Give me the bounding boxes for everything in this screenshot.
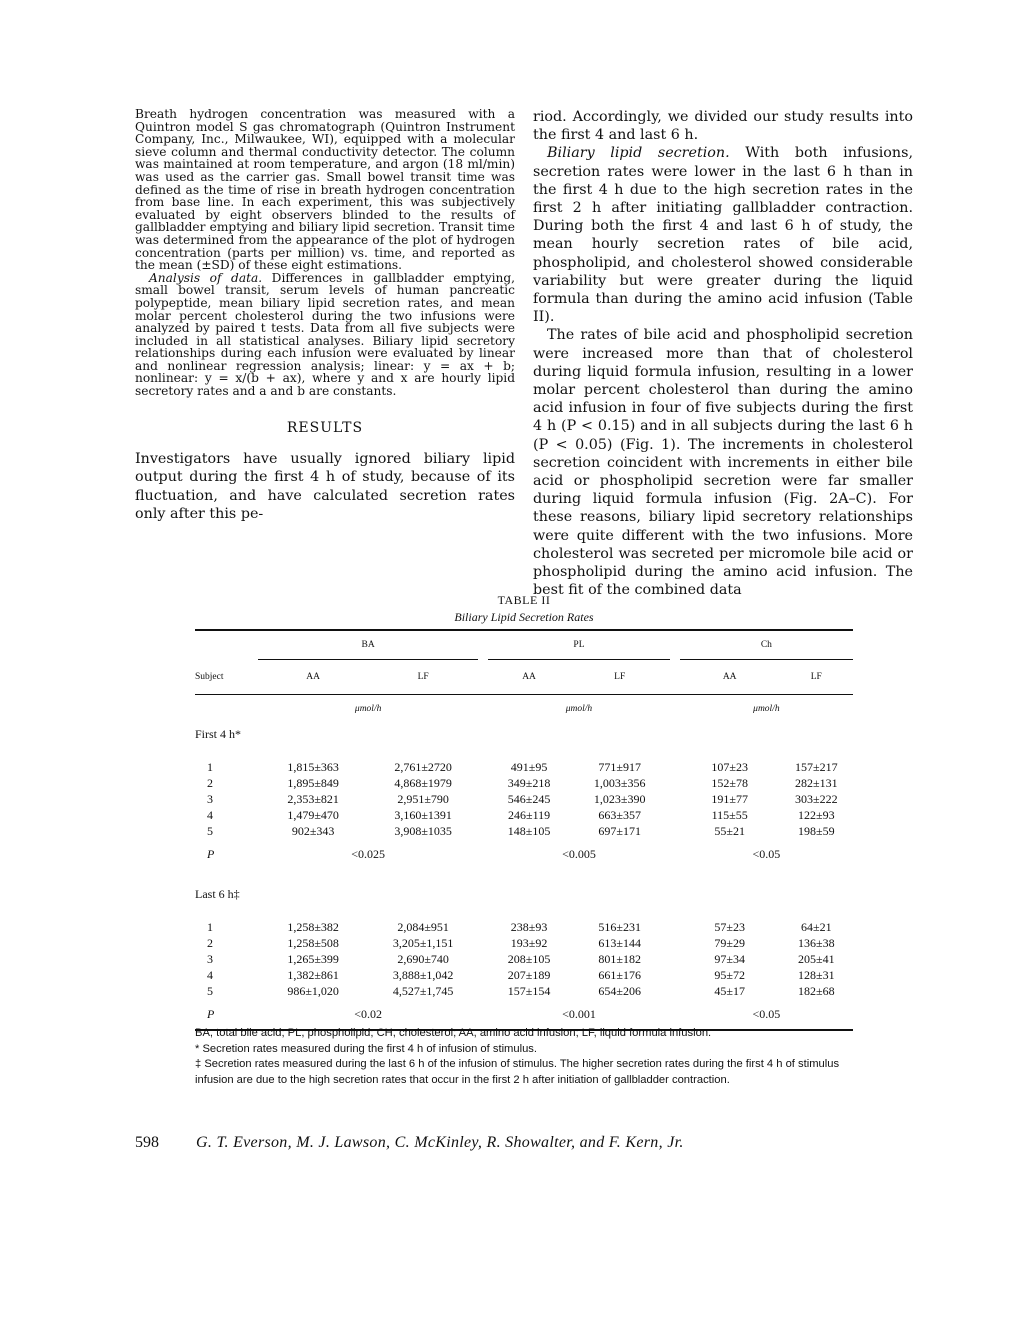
table-cell: 1,003±356 [593,775,646,790]
table-cell: 2,084±951 [397,919,449,934]
p-label: P [195,999,258,1030]
table-row [195,775,853,791]
table-sub-header [195,660,853,695]
table-cell: 136±38 [798,935,835,950]
p-value: <0.02 [258,999,478,1030]
subject-cell: 5 [207,983,213,998]
table-cell: 208±105 [507,951,551,966]
table-cell: 3,908±1035 [394,823,452,838]
table-cell: 246±119 [507,807,551,822]
table-cell: 4,868±1979 [394,775,452,790]
table-cell: 801±182 [598,951,641,966]
p-value: <0.05 [680,999,853,1030]
subject-cell: 1 [207,759,213,774]
unit-label: μmol/h [354,704,382,714]
right-column [533,108,913,599]
page-number: 598 [135,1134,159,1151]
body-paragraph [135,272,515,398]
subject-cell: 4 [207,807,213,822]
table-group-header [195,630,853,660]
unit-label: μmol/h [565,704,593,714]
table-cell: 1,382±861 [287,967,339,982]
section-row [195,723,853,745]
table-cell: 1,895±849 [287,775,339,790]
table-row [195,791,853,807]
body-paragraph [533,144,913,326]
group-header-ba: BA [258,630,478,660]
left-column [135,108,515,523]
table-cell: 546±245 [507,791,551,806]
table-row [195,967,853,983]
col-header: AA [522,672,536,682]
table-cell: 115±55 [711,807,748,822]
subject-cell: 3 [207,951,213,966]
table-cell: 3,205±1,151 [392,935,454,950]
table-cell: 152±78 [711,775,748,790]
running-footer-authors: G. T. Everson, M. J. Lawson, C. McKinley, R. Showalter, and F. Kern, Jr. [196,1134,684,1151]
table-cell: 2,951±790 [397,791,449,806]
table-cell: 57±23 [714,919,745,934]
run-in-heading: Analysis of data. [149,270,263,285]
subject-cell: 2 [207,935,213,950]
col-header: LF [614,672,626,682]
table-cell: 349±218 [507,775,551,790]
table-cell: 55±21 [714,823,745,838]
table-cell: 3,888±1,042 [392,967,454,982]
section-heading: RESULTS [286,419,364,436]
table-cell: 193±92 [510,935,548,950]
table-cell: 64±21 [801,919,832,934]
subject-cell: 4 [207,967,213,982]
table-cell: 1,815±363 [287,759,339,774]
p-value: <0.025 [351,846,386,861]
table-cell: 771±917 [598,759,641,774]
col-header: LF [417,672,429,682]
table-cell: 148±105 [507,823,551,838]
table-cell: 97±34 [714,951,745,966]
table-cell: 157±217 [795,759,838,774]
unit-label: μmol/h [753,704,780,714]
table-cell: 1,023±390 [593,791,646,806]
group-header-pl: PL [488,630,669,660]
table-cell: 282±131 [795,775,838,790]
table-cell: 2,353±821 [287,791,339,806]
table-cell: 157±154 [507,983,551,998]
table-cell: 491±95 [510,759,548,774]
table-block [195,593,853,1031]
table-cell: 986±1,020 [287,983,339,998]
section-row [195,883,853,905]
subject-cell: 1 [207,919,213,934]
table-cell: 122±93 [798,807,835,822]
table-footnotes [195,1026,855,1088]
table-cell: 1,479±470 [287,807,339,822]
p-label: P [207,846,215,861]
table-cell: 697±171 [598,823,641,838]
secretion-rates-table [195,629,853,1031]
subject-header: Subject [195,671,224,682]
table-cell: 613±144 [598,935,641,950]
table-row [195,759,853,775]
table-cell: 205±41 [798,951,835,966]
table-cell: 661±176 [598,967,641,982]
p-value: <0.05 [752,846,781,861]
footnote-abbreviations: BA, total bile acid; PL, phospholipid; CH, cholesterol; AA, amino acid infusion; LF, liquid formula infusion. [195,1027,712,1039]
col-header: LF [810,672,822,682]
table-cell: 902±343 [291,823,335,838]
paragraph-text: Differences in gallbladder emptying, small bowel transit, serum levels of human pancreatic polypeptide, mean biliary lipid secretion rates, and mean molar percent cholesterol during the two infusions were analyzed by paired t tests. Data from all five subjects were included in all statistical analyses. Biliary lipid secretory relationships during each infusion were evaluated by linear and nonlinear regression analysis; linear: y = ax + b; nonlinear: y = x/(b + ax), where y and x are hourly lipid secretory rates and a and b are constants. [135,270,515,399]
table-cell: 95±72 [714,967,745,982]
table-row [195,983,853,999]
p-value: <0.001 [488,999,669,1030]
table-cell: 654±206 [598,983,641,998]
table-cell: 182±68 [798,983,835,998]
table-label: TABLE II [497,593,551,607]
table-cell: 2,690±740 [397,951,449,966]
footnote-first-4h: * Secretion rates measured during the first 4 h of infusion of stimulus. [195,1042,538,1055]
table-cell: 1,265±399 [287,951,339,966]
table-cell: 303±222 [795,791,838,806]
table-cell: 1,258±508 [287,935,339,950]
body-paragraph: The rates of bile acid and phospholipid secretion were increased more than that of cholesterol during liquid formula infusion, resulting in a lower molar percent cholesterol than during the amino acid infusion in four of five subjects during the first 4 h (P < 0.15) and in all subjects during the last 6 h (P < 0.05) (Fig. 1). The increments in cholesterol secretion coincident with increments in either bile acid or phospholipid secretion were far smaller during liquid formula infusion (Fig. 2A–C). For these reasons, biliary lipid secretory relationships were quite different with the two infusions. More cholesterol was secreted per micromole bile acid or phospholipid during the amino acid infusion. The best fit of the combined data [533,327,913,599]
table-cell: 663±357 [598,807,641,822]
table-row [195,951,853,967]
paragraph-text: With both infusions, secretion rates were lower in the last 6 h than in the first 4 h due to the high secretion rates in the first 2 h after initiating gallbladder contraction. During both the first 4 and last 6 h of study, the mean hourly secretion rates of bile acid, phospholipid, and cholesterol showed considerable variability but were greater during the liquid formula than during the amino acid infusion (Table II). [533,145,914,326]
table-cell: 207±189 [507,967,551,982]
table-cell: 1,258±382 [287,919,339,934]
table-cell: 198±59 [798,823,835,838]
body-paragraph: Breath hydrogen concentration was measured with a Quintron model S gas chromatograph (Quintron Instrument Company, Inc., Milwaukee, WI), equipped with a molecular sieve column and thermal conductivity detector. The column was maintained at room temperature, and argon (18 ml/min) was used as the carrier gas. Small bowel transit time was defined as the time of rise in breath hydrogen concentration from base line. In each experiment, this was subjectively evaluated by eight observers blinded to the results of gallbladder emptying and biliary lipid secretion. Transit time was determined from the appearance of the plot of hydrogen concentration (parts per million) vs. time, and reported as the mean (±SD) of these eight estimations. [135,107,515,273]
table-cell: 3,160±1391 [394,807,452,822]
subject-cell: 5 [207,823,213,838]
table-cell: 238±93 [510,919,548,934]
p-value: <0.005 [562,846,596,861]
table-cell: 79±29 [714,935,745,950]
body-paragraph: Investigators have usually ignored biliary lipid output during the first 4 h of study, because of its fluctuation, and have calculated secretion rates only after this pe- [135,451,515,522]
table-cell: 191±77 [711,791,748,806]
col-header: AA [722,672,737,682]
footnote-last-6h: ‡ Secretion rates measured during the last 6 h of the infusion of stimulus. The higher secretion rates during the first 4 h of stimulus infusion are due to the high secretion rates that occur in the first 2 h after initiation of gallbladder contraction. [195,1058,840,1086]
section-label: Last 6 h‡ [195,886,240,901]
table-cell: 516±231 [598,919,641,934]
group-header-ch: Ch [680,630,853,660]
table-cell: 4,527±1,745 [392,983,454,998]
col-header: AA [306,672,320,682]
table-cell: 45±17 [714,983,745,998]
table-row [195,935,853,951]
section-label: First 4 h* [195,726,242,741]
table-row [195,823,853,839]
table-row [195,807,853,823]
table-cell: 128±31 [798,967,835,982]
p-value-row [195,839,853,869]
unit-row [195,695,853,724]
body-paragraph: riod. Accordingly, we divided our study results into the first 4 and last 6 h. [533,109,913,144]
table-cell: 107±23 [711,759,748,774]
subject-cell: 3 [207,791,213,806]
subject-cell: 2 [207,775,213,790]
table-row [195,919,853,935]
table-cell: 2,761±2720 [394,759,452,774]
table-title: Biliary Lipid Secretion Rates [454,610,594,624]
run-in-heading: Biliary lipid secretion. [547,145,730,162]
